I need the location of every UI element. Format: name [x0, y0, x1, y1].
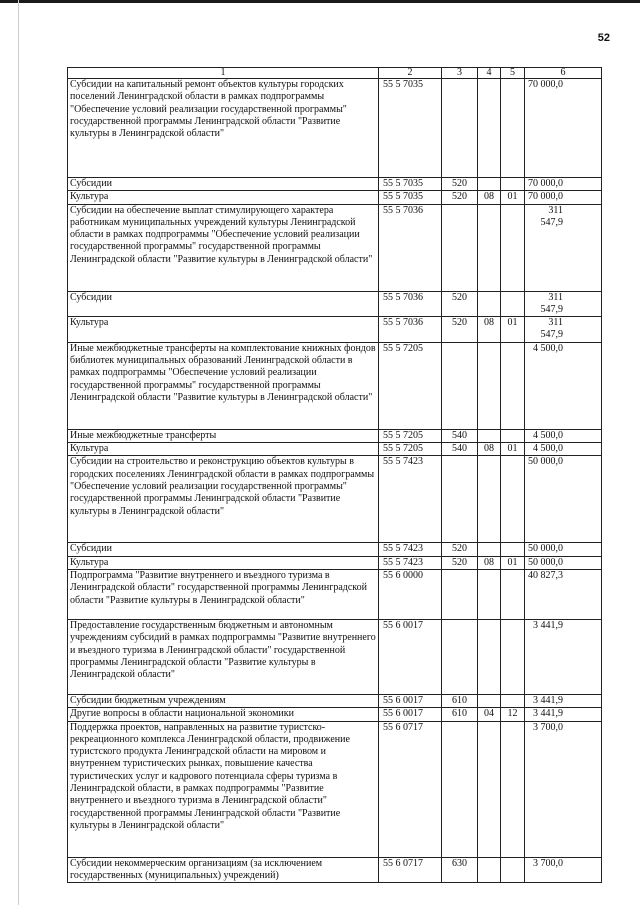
row-name: Культура [68, 443, 379, 456]
table-row [68, 456, 602, 543]
expense-type: 520 [442, 556, 478, 569]
subsection-code [501, 543, 525, 556]
row-name: Иные межбюджетные трансферты на комплектование книжных фондов библиотек муниципальных образований Ленинградской области в рамках подпрограммы "Обеспечение условий реализации государственной программы" государственной программы Ленинградской области "Развитие культуры в Ленинградской области" [68, 342, 379, 429]
row-name: Субсидии на строительство и реконструкцию объектов культуры в городских поселениях Ленинградской области в рамках подпрограммы "Обеспечение условий реализации государственной программы" государственной программы Ленинградской области "Развитие культуры в Ленинградской области" [68, 456, 379, 543]
amount: 3 441,9 [525, 694, 602, 707]
row-name: Субсидии некоммерческим организациям (за исключением государственных (муниципальных) учреждений) [68, 857, 379, 883]
subsection-code [501, 79, 525, 178]
amount: 70 000,0 [525, 79, 602, 178]
amount: 4 500,0 [525, 443, 602, 456]
expense-type [442, 619, 478, 694]
expense-type [442, 204, 478, 291]
row-name: Подпрограмма "Развитие внутреннего и въездного туризма в Ленинградской области" государственной программы Ленинградской области "Развитие культуры в Ленинградской области" [68, 569, 379, 619]
table-row [68, 204, 602, 291]
expense-type: 520 [442, 178, 478, 191]
amount: 4 500,0 [525, 429, 602, 442]
amount: 3 441,9 [525, 619, 602, 694]
expense-type [442, 721, 478, 857]
target-code: 55 6 0717 [379, 721, 442, 857]
subsection-code: 01 [501, 556, 525, 569]
section-code [478, 456, 501, 543]
amount: 311 547,9 [525, 291, 602, 317]
row-name: Субсидии [68, 178, 379, 191]
row-name: Субсидии на обеспечение выплат стимулирующего характера работникам муниципальных учреждений культуры Ленинградской области в рамках подпрограммы "Обеспечение условий реализации государственной программы" государственной программы Ленинградской области "Развитие культуры в Ленинградской области" [68, 204, 379, 291]
section-code [478, 619, 501, 694]
subsection-code [501, 721, 525, 857]
amount: 311 547,9 [525, 317, 602, 343]
amount: 4 500,0 [525, 342, 602, 429]
target-code: 55 5 7035 [379, 191, 442, 204]
budget-table [67, 67, 602, 883]
table-row [68, 556, 602, 569]
table-row [68, 429, 602, 442]
expense-type: 630 [442, 857, 478, 883]
target-code: 55 5 7205 [379, 429, 442, 442]
subsection-code [501, 569, 525, 619]
target-code: 55 5 7205 [379, 443, 442, 456]
amount: 50 000,0 [525, 456, 602, 543]
section-code: 08 [478, 443, 501, 456]
table-row [68, 694, 602, 707]
subsection-code [501, 456, 525, 543]
target-code: 55 5 7035 [379, 178, 442, 191]
table-row [68, 619, 602, 694]
table-row [68, 79, 602, 178]
section-code [478, 204, 501, 291]
section-code [478, 694, 501, 707]
expense-type: 520 [442, 543, 478, 556]
row-name: Субсидии на капитальный ремонт объектов культуры городских поселений Ленинградской области в рамках подпрограммы "Обеспечение условий реализации государственной программы" государственной программы Ленинградской области "Развитие культуры в Ленинградской области" [68, 79, 379, 178]
target-code: 55 6 0017 [379, 619, 442, 694]
table-row [68, 857, 602, 883]
amount: 3 700,0 [525, 721, 602, 857]
amount: 3 441,9 [525, 708, 602, 721]
row-name: Культура [68, 556, 379, 569]
table-row [68, 543, 602, 556]
target-code: 55 5 7036 [379, 317, 442, 343]
subsection-code: 01 [501, 317, 525, 343]
page-number: 52 [597, 32, 610, 44]
section-code [478, 342, 501, 429]
expense-type [442, 79, 478, 178]
section-code [478, 178, 501, 191]
header-cell: 6 [525, 68, 602, 79]
subsection-code [501, 291, 525, 317]
expense-type: 520 [442, 191, 478, 204]
section-code: 08 [478, 317, 501, 343]
subsection-code: 01 [501, 191, 525, 204]
subsection-code [501, 429, 525, 442]
target-code: 55 6 0717 [379, 857, 442, 883]
expense-type [442, 342, 478, 429]
section-code [478, 291, 501, 317]
expense-type: 540 [442, 429, 478, 442]
table-row [68, 291, 602, 317]
expense-type: 520 [442, 317, 478, 343]
table-row [68, 178, 602, 191]
header-cell: 3 [442, 68, 478, 79]
row-name: Другие вопросы в области национальной экономики [68, 708, 379, 721]
row-name: Субсидии [68, 291, 379, 317]
expense-type: 520 [442, 291, 478, 317]
row-name: Поддержка проектов, направленных на развитие туристско-рекреационного комплекса Ленинградской области, продвижение туристского продукта Ленинградской области на мировом и внутреннем туристических рынках, повышение качества туристических услуг и кадрового потенциала сферы туризма в Ленинградской области, в рамках подпрограммы "Развитие внутреннего и въездного туризма в Ленинградской области" государственной программы Ленинградской области "Развитие культуры в Ленинградской области" [68, 721, 379, 857]
amount: 70 000,0 [525, 178, 602, 191]
section-code [478, 429, 501, 442]
target-code: 55 5 7035 [379, 79, 442, 178]
subsection-code [501, 342, 525, 429]
header-cell: 2 [379, 68, 442, 79]
amount: 50 000,0 [525, 543, 602, 556]
table-header-row [68, 68, 602, 79]
section-code: 08 [478, 191, 501, 204]
amount: 70 000,0 [525, 191, 602, 204]
target-code: 55 5 7036 [379, 291, 442, 317]
expense-type [442, 569, 478, 619]
subsection-code [501, 694, 525, 707]
amount: 3 700,0 [525, 857, 602, 883]
section-code [478, 721, 501, 857]
scan-edge-top [0, 0, 640, 3]
subsection-code [501, 178, 525, 191]
table-row [68, 443, 602, 456]
header-cell: 4 [478, 68, 501, 79]
table-row [68, 342, 602, 429]
table-row [68, 721, 602, 857]
target-code: 55 5 7036 [379, 204, 442, 291]
section-code [478, 543, 501, 556]
section-code [478, 569, 501, 619]
amount: 50 000,0 [525, 556, 602, 569]
expense-type [442, 456, 478, 543]
target-code: 55 5 7423 [379, 543, 442, 556]
header-cell: 5 [501, 68, 525, 79]
target-code: 55 6 0000 [379, 569, 442, 619]
row-name: Культура [68, 191, 379, 204]
header-cell: 1 [68, 68, 379, 79]
target-code: 55 5 7423 [379, 556, 442, 569]
expense-type: 540 [442, 443, 478, 456]
row-name: Предоставление государственным бюджетным и автономным учреждениям субсидий в рамках подпрограммы "Развитие внутреннего и въездного туризма в Ленинградской области" государственной программы Ленинградской области "Развитие культуры в Ленинградской области" [68, 619, 379, 694]
row-name: Иные межбюджетные трансферты [68, 429, 379, 442]
subsection-code: 12 [501, 708, 525, 721]
table-row [68, 191, 602, 204]
section-code: 04 [478, 708, 501, 721]
expense-type: 610 [442, 708, 478, 721]
table-row [68, 708, 602, 721]
target-code: 55 5 7423 [379, 456, 442, 543]
row-name: Субсидии [68, 543, 379, 556]
subsection-code: 01 [501, 443, 525, 456]
subsection-code [501, 619, 525, 694]
section-code: 08 [478, 556, 501, 569]
target-code: 55 6 0017 [379, 708, 442, 721]
subsection-code [501, 204, 525, 291]
row-name: Субсидии бюджетным учреждениям [68, 694, 379, 707]
target-code: 55 6 0017 [379, 694, 442, 707]
table-row [68, 569, 602, 619]
amount: 311 547,9 [525, 204, 602, 291]
subsection-code [501, 857, 525, 883]
section-code [478, 79, 501, 178]
target-code: 55 5 7205 [379, 342, 442, 429]
scan-edge-left [18, 0, 19, 905]
section-code [478, 857, 501, 883]
table-row [68, 317, 602, 343]
amount: 40 827,3 [525, 569, 602, 619]
row-name: Культура [68, 317, 379, 343]
expense-type: 610 [442, 694, 478, 707]
